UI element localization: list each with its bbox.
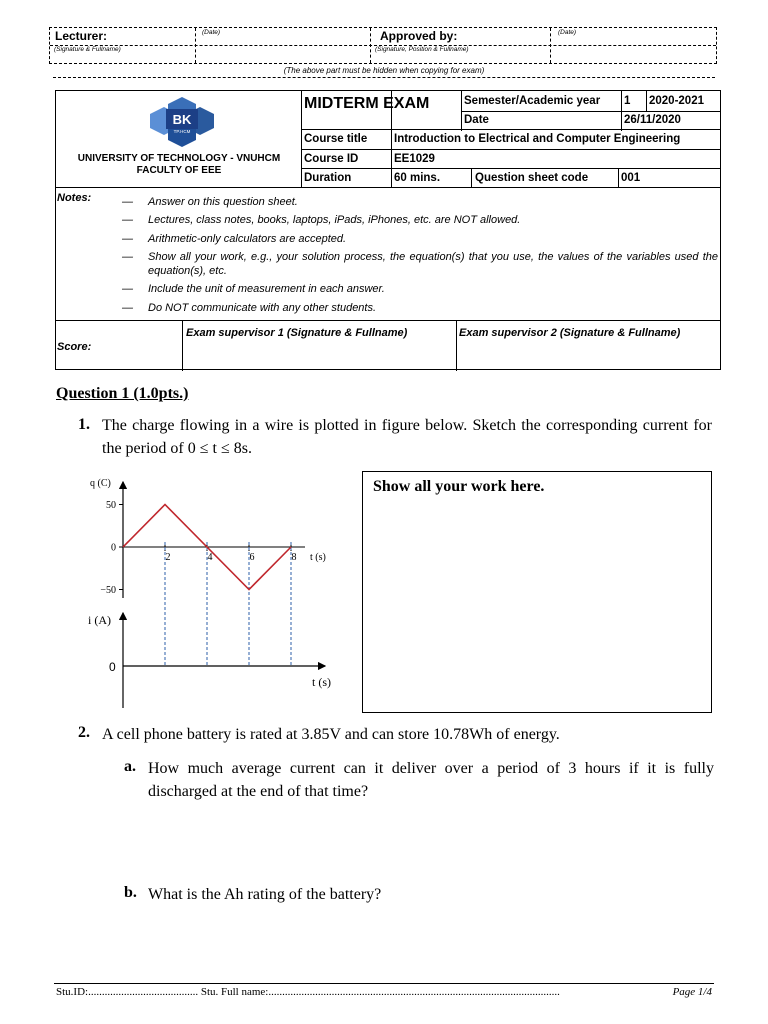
item-2a-text: How much average current can it deliver over a period of 3 hours if it is fully discharged at the end of that time? bbox=[148, 760, 714, 800]
footer-divider bbox=[54, 983, 714, 984]
lecturer-label: Lecturer: bbox=[55, 29, 108, 43]
note-item: — Do NOT communicate with any other students. bbox=[122, 302, 377, 314]
note-item: — Answer on this question sheet. bbox=[122, 196, 298, 208]
q-ylabel: q (C) bbox=[90, 478, 111, 489]
faculty: FACULTY OF EEE bbox=[136, 165, 222, 176]
supervisor-1: Exam supervisor 1 (Signature & Fullname) bbox=[186, 327, 408, 339]
date-label: Date bbox=[464, 114, 489, 126]
note-item: — Arithmetic-only calculators are accepted. bbox=[122, 233, 347, 245]
x-tick-label: 2 bbox=[165, 552, 171, 563]
supervisor-2: Exam supervisor 2 (Signature & Fullname) bbox=[459, 327, 681, 339]
academic-year: 2020-2021 bbox=[649, 95, 704, 107]
lecturer-signature: (Signature & Fullname) bbox=[54, 46, 121, 53]
course-id-label: Course ID bbox=[304, 153, 359, 165]
y-tick-label: −50 bbox=[100, 585, 116, 596]
logo-subtext: TP.HCM bbox=[173, 129, 191, 134]
semester-value: 1 bbox=[624, 95, 631, 107]
footer bbox=[56, 986, 712, 998]
duration: 60 mins. bbox=[394, 172, 441, 184]
approved-date: (Date) bbox=[558, 29, 577, 36]
sheet-code: 001 bbox=[621, 172, 641, 184]
item-2b-text: What is the Ah rating of the battery? bbox=[148, 886, 382, 903]
item-1-number: 1. bbox=[78, 416, 90, 433]
item-2b-label: b. bbox=[124, 884, 137, 901]
university: UNIVERSITY OF TECHNOLOGY - VNUHCM bbox=[77, 153, 281, 164]
exam-header bbox=[55, 90, 721, 370]
charge-current-chart bbox=[80, 466, 350, 716]
sheet-code-label: Question sheet code bbox=[475, 172, 589, 184]
duration-label: Duration bbox=[304, 172, 352, 184]
x-tick-label: 6 bbox=[249, 552, 255, 563]
y-tick-label: 50 bbox=[106, 500, 116, 511]
answer-box[interactable] bbox=[362, 471, 712, 713]
course-id: EE1029 bbox=[394, 153, 435, 165]
q-xlabel: t (s) bbox=[310, 552, 326, 563]
exam-title: MIDTERM EXAM bbox=[304, 95, 430, 112]
course-title: Introduction to Electrical and Computer Engineering bbox=[394, 133, 681, 145]
note-item: — Lectures, class notes, books, laptops, iPads, iPhones, etc. are NOT allowed. bbox=[122, 214, 521, 226]
notes-label: Notes: bbox=[57, 192, 92, 204]
course-title-label: Course title bbox=[304, 133, 368, 145]
page-number: Page 1/4 bbox=[672, 986, 712, 998]
approved-label: Approved by: bbox=[380, 29, 458, 43]
i-ylabel: i (A) bbox=[88, 613, 111, 627]
item-2-number: 2. bbox=[78, 724, 90, 741]
y-tick-label: 0 bbox=[111, 542, 116, 554]
logo-text: BK bbox=[172, 112, 192, 127]
item-2-text: A cell phone battery is rated at 3.85V and can store 10.78Wh of energy. bbox=[102, 726, 560, 743]
university-logo bbox=[144, 95, 220, 151]
x-tick-label: 4 bbox=[207, 552, 213, 563]
semester-label: Semester/Academic year bbox=[464, 95, 601, 107]
student-info-fields: Stu.ID:........................................ Stu. Full name:.......................................................................................................... bbox=[56, 986, 560, 998]
hidden-note: (The above part must be hidden when copying for exam) bbox=[283, 66, 485, 75]
question-title: Question 1 (1.0pts.) bbox=[56, 385, 189, 402]
item-1-text: The charge flowing in a wire is plotted in figure below. Sketch the corresponding current for the period of 0 ≤ t ≤ 8s. bbox=[102, 417, 712, 457]
i-origin-label: 0 bbox=[109, 660, 116, 674]
x-tick-label: 8 bbox=[291, 552, 297, 563]
exam-date: 26/11/2020 bbox=[624, 114, 681, 126]
score-label: Score: bbox=[57, 341, 92, 353]
i-xlabel: t (s) bbox=[312, 675, 331, 689]
approval-strip bbox=[49, 27, 717, 64]
lecturer-date: (Date) bbox=[202, 29, 221, 36]
note-item: — Include the unit of measurement in each answer. bbox=[122, 283, 385, 295]
item-2a-label: a. bbox=[124, 758, 136, 775]
approved-signature: (Signature, Position & Fullname) bbox=[375, 46, 469, 53]
university-name bbox=[58, 153, 300, 177]
divider bbox=[53, 77, 715, 78]
answer-box-title: Show all your work here. bbox=[373, 478, 545, 495]
note-item: — Show all your work, e.g., your solution process, the equation(s) that you use, the values of the variables used the equation(s), etc. bbox=[122, 251, 718, 277]
